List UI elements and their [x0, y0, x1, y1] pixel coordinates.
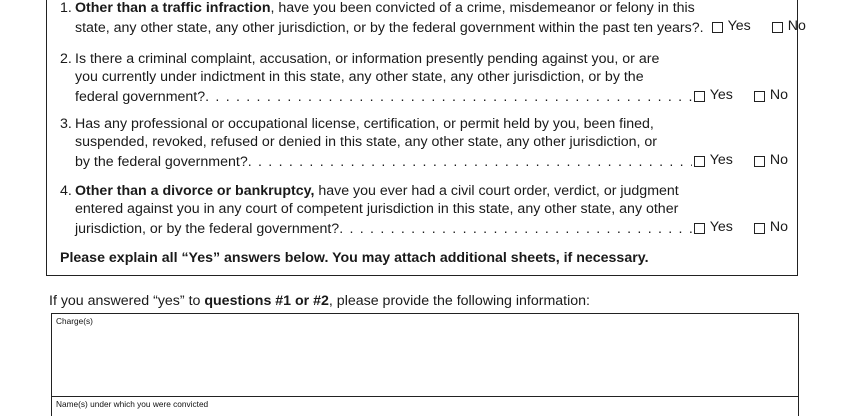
followup-suffix: , please provide the following information:: [328, 293, 590, 309]
checkbox-yes[interactable]: [694, 223, 705, 234]
q2-no-option[interactable]: [754, 86, 788, 104]
q1-no-option[interactable]: [772, 17, 806, 35]
yes-label: Yes: [709, 87, 733, 103]
question-text: Is there a criminal complaint, accusation, or information presently pending against you, or are: [75, 51, 660, 67]
charges-field[interactable]: [51, 313, 799, 397]
checkbox-no[interactable]: [754, 156, 765, 167]
yes-label: Yes: [727, 18, 751, 34]
charges-label: Charge(s): [56, 316, 93, 326]
followup-prefix: If you answered “yes” to: [49, 293, 205, 309]
yes-label: Yes: [709, 152, 733, 168]
conviction-names-field[interactable]: [51, 396, 799, 416]
question-text: , have you been convicted of a crime, misdemeanor or felony in this: [270, 0, 695, 16]
question-text: state, any other state, any other jurisdiction, or by the federal government within the past ten years?: [75, 19, 700, 36]
question-text: by the federal government?: [75, 153, 248, 170]
conviction-names-label: Name(s) under which you were convicted: [56, 399, 209, 409]
no-label: No: [769, 152, 788, 168]
dot-leader: [248, 153, 692, 171]
question-bold-lead: Other than a traffic infraction: [75, 0, 271, 16]
dot-leader: [700, 19, 710, 37]
checkbox-yes[interactable]: [712, 22, 723, 33]
question-text: jurisdiction, or by the federal government?: [75, 220, 340, 237]
q4-yes-option[interactable]: [694, 218, 733, 236]
questions-section: [46, 0, 806, 276]
checkbox-yes[interactable]: [694, 91, 705, 102]
checkbox-no[interactable]: [754, 91, 765, 102]
q2-yes-option[interactable]: [694, 86, 733, 104]
q3-no-option[interactable]: [754, 151, 788, 169]
question-bold-lead: Other than a divorce or bankruptcy,: [75, 183, 315, 199]
q1-yes-option[interactable]: [712, 17, 751, 35]
question-text: federal government?: [75, 88, 206, 105]
dot-leader: [205, 88, 692, 106]
explain-yes-note: Please explain all “Yes” answers below. You may attach additional sheets, if necessary.: [60, 250, 649, 266]
checkbox-yes[interactable]: [694, 156, 705, 167]
question-number: 3.: [60, 116, 72, 132]
question-text: you currently under indictment in this state, any other state, any other jurisdiction, or by the: [75, 69, 644, 85]
question-2: [60, 50, 788, 106]
question-4: [60, 182, 788, 238]
question-number: 2.: [60, 51, 72, 67]
no-label: No: [787, 18, 806, 34]
checkbox-no[interactable]: [772, 22, 783, 33]
question-text: entered against you in any court of competent jurisdiction in this state, any other state, any other: [75, 201, 679, 217]
question-number: 4.: [60, 183, 72, 199]
yes-label: Yes: [709, 219, 733, 235]
q3-yes-option[interactable]: [694, 151, 733, 169]
followup-bold: questions #1 or #2: [204, 293, 329, 309]
checkbox-no[interactable]: [754, 223, 765, 234]
question-text: have you ever had a civil court order, verdict, or judgment: [314, 183, 679, 199]
dot-leader: [339, 220, 692, 238]
q4-no-option[interactable]: [754, 218, 788, 236]
question-text: suspended, revoked, refused or denied in this state, any other state, any other jurisdiction, or: [75, 134, 658, 150]
question-3: [60, 115, 788, 171]
question-number: 1.: [60, 0, 72, 16]
no-label: No: [769, 219, 788, 235]
question-text: Has any professional or occupational license, certification, or permit held by you, been fined,: [75, 116, 654, 132]
no-label: No: [769, 87, 788, 103]
question-1: [60, 0, 806, 37]
followup-instruction: [49, 293, 590, 309]
